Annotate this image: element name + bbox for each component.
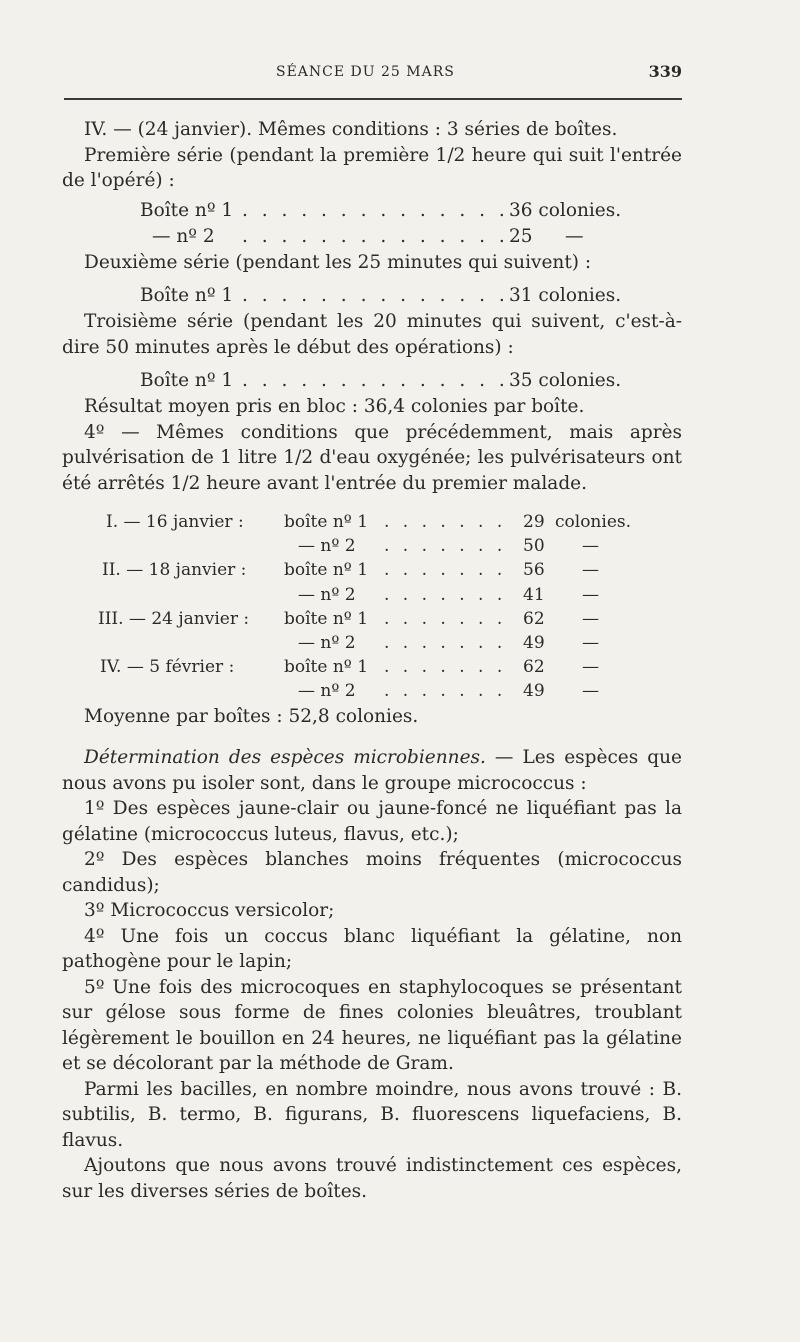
header-rule (64, 98, 682, 100)
table-box-cell: — nº 2 (298, 632, 356, 653)
table-row (62, 631, 682, 655)
serie1-intro: Première série (pendant la première 1/2 heure qui suit l'entrée de l'opéré) : (62, 144, 682, 191)
table-dots-cell: . . . . . . . (384, 512, 507, 532)
section-iv-result: Résultat moyen pris en bloc : 36,4 colonies par boîte. (84, 396, 585, 417)
section-iv-heading: IV. — (24 janvier). Mêmes conditions : 3 séries de boîtes. (84, 119, 618, 140)
table-box-cell: — nº 2 (298, 584, 356, 605)
table-box-cell: boîte nº 1 (284, 560, 369, 581)
table-unit-cell: — (582, 584, 599, 605)
section-4-paragraph: 4º — Mêmes conditions que précédemment, mais après pulvérisation de 1 litre 1/2 d'eau oxygénée; les pulvérisateurs ont été arrêtés 1/2 heure avant l'entrée du premier malade. (62, 421, 682, 494)
table-dots-cell: . . . . . . . (384, 536, 507, 557)
table-series-cell: I. — 16 janvier : (106, 512, 244, 532)
row-value: 36 colonies. (509, 199, 622, 221)
species-item-1: 1º Des espèces jaune-clair ou jaune-foncé ne liquéfiant pas la gélatine (micrococcus luteus, flavus, etc.); (62, 798, 682, 845)
species-item-5: 5º Une fois des microcoques en staphylocoques se présentant sur gélose sous forme de fines colonies bleuâtres, troublant légèrement le bouillon en 24 heures, ne liquéfiant pas la gélatine et se décolorant par la méthode de Gram. (62, 976, 682, 1074)
table-unit-cell: — (582, 560, 599, 581)
row-leader-dots: . . . . . . . . . . . . . . (242, 370, 509, 391)
table-dots-cell: . . . . . . . (384, 657, 507, 678)
table-value-cell: 29 (523, 512, 545, 532)
species-item-3: 3º Micrococcus versicolor; (84, 900, 335, 921)
table-dots-cell: . . . . . . . (384, 681, 507, 702)
determination-title: Détermination des espèces microbiennes. (84, 747, 486, 768)
results-table (62, 510, 682, 704)
table-dots-cell: . . . . . . . (384, 632, 507, 653)
row-label: — nº 2 (152, 225, 215, 247)
list-item (62, 224, 682, 250)
table-box-cell: boîte nº 1 (284, 608, 369, 629)
table-unit-cell: — (582, 681, 599, 702)
table-unit-cell: — (582, 536, 599, 557)
serie2-intro: Deuxième série (pendant les 25 minutes qui suivent) : (84, 251, 592, 273)
list-item (62, 368, 682, 394)
row-value: 35 colonies. (509, 370, 622, 391)
closing-paragraph: Ajoutons que nous avons trouvé indistinctement ces espèces, sur les diverses séries de boîtes. (62, 1155, 682, 1202)
list-item (62, 198, 682, 224)
serie3-intro: Troisième série (pendant les 20 minutes qui suivent, c'est-à-dire 50 minutes après le début des opérations) : (62, 311, 682, 358)
row-suffix: — (565, 225, 584, 247)
row-label: Boîte nº 1 (140, 199, 234, 221)
species-item-4: 4º Une fois un coccus blanc liquéfiant la gélatine, non pathogène pour le lapin; (62, 925, 682, 972)
row-value: 31 colonies. (509, 285, 622, 306)
table-row (62, 558, 682, 582)
row-leader-dots: . . . . . . . . . . . . . . (242, 285, 509, 306)
table-value-cell: 56 (523, 560, 545, 581)
row-label: Boîte nº 1 (140, 370, 234, 391)
table-value-cell: 50 (523, 536, 545, 557)
table-unit-cell: colonies. (555, 512, 632, 532)
table-dots-cell: . . . . . . . (384, 560, 507, 581)
serie1-list (62, 198, 682, 250)
row-leader-dots: . . . . . . . . . . . . . . (242, 225, 509, 247)
section-4-average: Moyenne par boîtes : 52,8 colonies. (84, 705, 419, 727)
table-unit-cell: — (582, 632, 599, 653)
table-series-cell: III. — 24 janvier : (98, 608, 250, 629)
table-dots-cell: . . . . . . . (384, 584, 507, 605)
table-value-cell: 62 (523, 657, 545, 678)
table-box-cell: — nº 2 (298, 536, 356, 557)
table-series-cell: IV. — 5 février : (100, 657, 235, 678)
determination-intro-text: — Les espèces que nous avons pu isoler sont, dans le groupe micrococcus : (62, 747, 682, 794)
serie2-list (62, 283, 682, 309)
serie3-list (62, 368, 682, 394)
table-value-cell: 49 (523, 632, 545, 653)
table-value-cell: 41 (523, 584, 545, 605)
table-row (62, 679, 682, 703)
table-dots-cell: . . . . . . . (384, 608, 507, 629)
running-title: SÉANCE DU 25 MARS (276, 64, 455, 80)
table-series-cell: II. — 18 janvier : (102, 560, 247, 581)
table-box-cell: — nº 2 (298, 681, 356, 702)
table-row (62, 534, 682, 558)
list-item (62, 283, 682, 309)
table-box-cell: boîte nº 1 (284, 512, 369, 532)
determination-intro (62, 745, 682, 796)
table-box-cell: boîte nº 1 (284, 657, 369, 678)
page-number: 339 (648, 62, 682, 81)
table-row (62, 510, 682, 534)
row-leader-dots: . . . . . . . . . . . . . . (242, 199, 509, 221)
table-row (62, 607, 682, 631)
row-label: Boîte nº 1 (140, 285, 234, 306)
table-unit-cell: — (582, 657, 599, 678)
table-value-cell: 49 (523, 681, 545, 702)
row-value: 25 (509, 225, 533, 247)
table-unit-cell: — (582, 608, 599, 629)
bacilles-paragraph: Parmi les bacilles, en nombre moindre, nous avons trouvé : B. subtilis, B. termo, B. figurans, B. fluorescens liquefaciens, B. flavus. (62, 1078, 682, 1151)
page-header (64, 60, 682, 82)
species-item-2: 2º Des espèces blanches moins fréquentes (micrococcus candidus); (62, 849, 682, 896)
table-row (62, 655, 682, 679)
table-value-cell: 62 (523, 608, 545, 629)
table-row (62, 583, 682, 607)
page-body (62, 115, 682, 1204)
